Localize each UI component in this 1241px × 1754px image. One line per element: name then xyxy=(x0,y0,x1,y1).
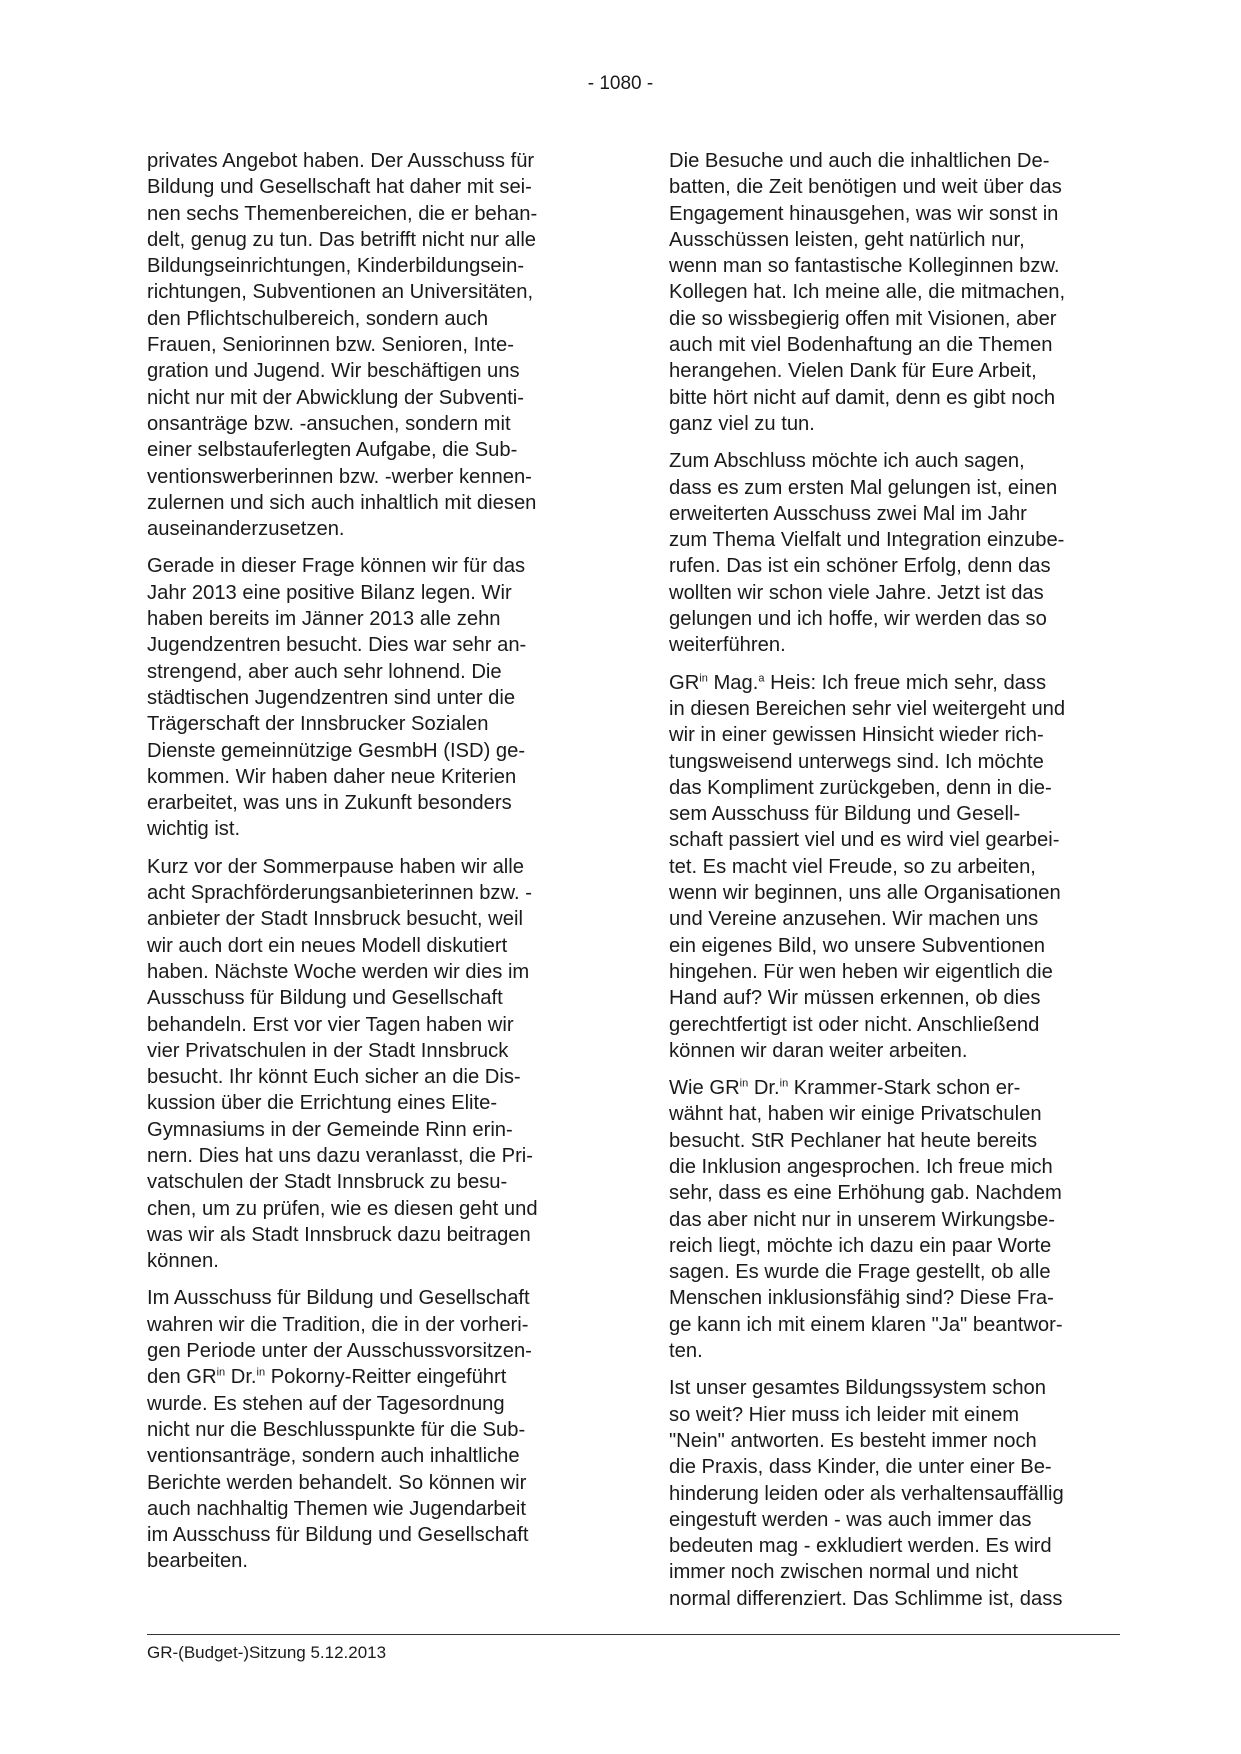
text-line: behandeln. Erst vor vier Tagen haben wir xyxy=(147,1013,514,1036)
text-line: batten, die Zeit benötigen und weit über das xyxy=(669,176,1062,199)
text-line: das Kompliment zurückgeben, denn in die- xyxy=(669,776,1052,799)
text-line: gelungen und ich hoffe, wir werden das so xyxy=(669,608,1047,631)
text-line: haben. Nächste Woche werden wir dies im xyxy=(147,960,530,983)
right-column xyxy=(669,148,1114,1623)
text-line: erarbeitet, was uns in Zukunft besonders xyxy=(147,792,512,815)
text-line: Wie $GR^{in}$ Dr.$^{in}$ Krammer-Stark schon er- xyxy=(669,1077,1021,1100)
text-line: sehr, dass es eine Erhöhung gab. Nachdem xyxy=(669,1182,1062,1205)
text-line: herangehen. Vielen Dank für Eure Arbeit, xyxy=(669,360,1037,383)
text-line: ein eigenes Bild, wo unsere Subventionen xyxy=(669,934,1045,957)
text-line: vier Privatschulen in der Stadt Innsbruck xyxy=(147,1039,509,1062)
paragraph xyxy=(147,148,592,542)
text-line: Gymnasiums in der Gemeinde Rinn erin- xyxy=(147,1118,513,1141)
text-line: Im Ausschuss für Bildung und Gesellschaft xyxy=(147,1287,530,1310)
text-line: ventionsanträge, sondern auch inhaltliche xyxy=(147,1445,520,1468)
paragraph xyxy=(669,1075,1114,1364)
text-line: sem Ausschuss für Bildung und Gesell- xyxy=(669,803,1021,826)
text-line: besucht. StR Pechlaner hat heute bereits xyxy=(669,1129,1038,1152)
text-line: chen, um zu prüfen, wie es diesen geht und xyxy=(147,1197,538,1220)
text-line: die Inklusion angesprochen. Ich freue mich xyxy=(669,1155,1053,1178)
text-line: rufen. Das ist ein schöner Erfolg, denn das xyxy=(669,555,1051,578)
text-line: erweiterten Ausschuss zwei Mal im Jahr xyxy=(669,502,1027,525)
paragraph xyxy=(669,448,1114,658)
paragraph xyxy=(669,148,1114,437)
text-line: nern. Dies hat uns dazu veranlasst, die Pri- xyxy=(147,1144,533,1167)
text-line: Ausschüssen leisten, geht natürlich nur, xyxy=(669,228,1025,251)
text-line: wir auch dort ein neues Modell diskutiert xyxy=(147,934,508,957)
text-line: Frauen, Seniorinnen bzw. Senioren, Inte- xyxy=(147,334,514,357)
text-line: in diesen Bereichen sehr viel weitergeht und xyxy=(669,697,1066,720)
text-line: können wir daran weiter arbeiten. xyxy=(669,1039,968,1062)
text-line: Engagement hinausgehen, was wir sonst in xyxy=(669,202,1059,225)
text-line: nicht nur mit der Abwicklung der Subventi- xyxy=(147,386,525,409)
text-line: richtungen, Subventionen an Universitäten, xyxy=(147,281,534,304)
text-line: tungsweisend unterwegs sind. Ich möchte xyxy=(669,750,1044,773)
text-line: auseinanderzusetzen. xyxy=(147,518,345,541)
paragraph xyxy=(669,1375,1114,1612)
text-line: Gerade in dieser Frage können wir für das xyxy=(147,555,526,578)
text-line: Ausschuss für Bildung und Gesellschaft xyxy=(147,987,503,1010)
paragraph xyxy=(669,670,1114,1064)
text-line: nicht nur die Beschlusspunkte für die Sub- xyxy=(147,1418,526,1441)
text-line: zum Thema Vielfalt und Integration einzube- xyxy=(669,529,1065,552)
text-line: Jahr 2013 eine positive Bilanz legen. Wir xyxy=(147,581,512,604)
text-line: sagen. Es wurde die Frage gestellt, ob alle xyxy=(669,1261,1051,1284)
text-line: $GR^{in}$ Mag.$^a$ Heis: Ich freue mich sehr, dass xyxy=(669,671,1047,694)
text-line: onsanträge bzw. -ansuchen, sondern mit xyxy=(147,412,511,435)
text-line: wähnt hat, haben wir einige Privatschulen xyxy=(669,1103,1042,1126)
text-line: eingestuft werden - was auch immer das xyxy=(669,1508,1032,1531)
left-column xyxy=(147,148,592,1586)
text-line: vatschulen der Stadt Innsbruck zu besu- xyxy=(147,1171,508,1194)
text-line: die so wissbegierig offen mit Visionen, aber xyxy=(669,307,1057,330)
text-line: tet. Es macht viel Freude, so zu arbeiten, xyxy=(669,855,1036,878)
text-line: städtischen Jugendzentren sind unter die xyxy=(147,686,516,709)
text-line: weiterführen. xyxy=(669,634,786,657)
text-line: wollten wir schon viele Jahre. Jetzt ist das xyxy=(669,581,1044,604)
text-line: privates Angebot haben. Der Ausschuss für xyxy=(147,150,535,172)
text-line: besucht. Ihr könnt Euch sicher an die Dis- xyxy=(147,1066,521,1089)
text-line: Bildungseinrichtungen, Kinderbildungsein- xyxy=(147,255,525,278)
text-line: bearbeiten. xyxy=(147,1550,249,1573)
footer-session-label: GR-(Budget-)Sitzung 5.12.2013 xyxy=(147,1643,387,1662)
text-line: delt, genug zu tun. Das betrifft nicht nur alle xyxy=(147,228,537,251)
text-line: hingehen. Für wen heben wir eigentlich die xyxy=(669,960,1053,983)
text-line: können. xyxy=(147,1250,219,1273)
text-line: Ist unser gesamtes Bildungssystem schon xyxy=(669,1377,1047,1400)
text-line: acht Sprachförderungsanbieterinnen bzw. - xyxy=(147,882,532,905)
text-line: haben bereits im Jänner 2013 alle zehn xyxy=(147,608,501,631)
text-line: bitte hört nicht auf damit, denn es gibt noch xyxy=(669,386,1056,409)
text-line: dass es zum ersten Mal gelungen ist, einen xyxy=(669,476,1058,499)
text-line: normal differenziert. Das Schlimme ist, dass xyxy=(669,1587,1063,1610)
text-line: einer selbstauferlegten Aufgabe, die Sub- xyxy=(147,439,518,462)
text-line: Kurz vor der Sommerpause haben wir alle xyxy=(147,855,525,878)
text-line: Bildung und Gesellschaft hat daher mit sei- xyxy=(147,176,532,199)
text-line: gen Periode unter der Ausschussvorsitzen- xyxy=(147,1340,532,1363)
text-line: Jugendzentren besucht. Dies war sehr an- xyxy=(147,634,527,657)
text-line: ten. xyxy=(669,1340,703,1363)
text-line: anbieter der Stadt Innsbruck besucht, weil xyxy=(147,908,523,931)
paragraph xyxy=(147,1285,592,1574)
text-line: hinderung leiden oder als verhaltensauffällig xyxy=(669,1482,1064,1505)
text-line: ge kann ich mit einem klaren "Ja" beantwor- xyxy=(669,1313,1063,1336)
text-line: ventionswerberinnen bzw. -werber kennen- xyxy=(147,465,532,488)
text-line: wenn wir beginnen, uns alle Organisationen xyxy=(669,882,1061,905)
text-line: wichtig ist. xyxy=(147,818,241,841)
text-line: Trägerschaft der Innsbrucker Sozialen xyxy=(147,713,489,736)
text-line: Die Besuche und auch die inhaltlichen De- xyxy=(669,150,1050,172)
text-line: Zum Abschluss möchte ich auch sagen, xyxy=(669,450,1025,473)
text-line: wahren wir die Tradition, die in der vorheri- xyxy=(147,1313,529,1336)
text-line: Menschen inklusionsfähig sind? Diese Fra- xyxy=(669,1287,1054,1310)
text-line: Kollegen hat. Ich meine alle, die mitmachen, xyxy=(669,281,1066,304)
text-line: den $GR^{in}$ Dr.$^{in}$ Pokorny-Reitter eingeführt xyxy=(147,1366,507,1389)
text-line: gerechtfertigt ist oder nicht. Anschließend xyxy=(669,1013,1040,1036)
text-line: ganz viel zu tun. xyxy=(669,412,815,435)
text-line: schaft passiert viel und es wird viel gearbei- xyxy=(669,829,1060,852)
text-line: kussion über die Errichtung eines Elite- xyxy=(147,1092,498,1115)
footer-divider xyxy=(147,1634,1120,1635)
text-line: wurde. Es stehen auf der Tagesordnung xyxy=(147,1392,505,1415)
text-line: immer noch zwischen normal und nicht xyxy=(669,1561,1018,1584)
text-line: Dienste gemeinnützige GesmbH (ISD) ge- xyxy=(147,739,526,762)
text-line: "Nein" antworten. Es besteht immer noch xyxy=(669,1429,1037,1452)
text-line: strengend, aber auch sehr lohnend. Die xyxy=(147,660,502,683)
text-line: reich liegt, möchte ich dazu ein paar Worte xyxy=(669,1234,1052,1257)
text-line: auch mit viel Bodenhaftung an die Themen xyxy=(669,334,1053,357)
text-line: das aber nicht nur in unserem Wirkungsbe- xyxy=(669,1208,1055,1231)
paragraph xyxy=(147,854,592,1275)
text-line: zulernen und sich auch inhaltlich mit diesen xyxy=(147,491,537,514)
text-line: was wir als Stadt Innsbruck dazu beitragen xyxy=(147,1223,531,1246)
text-line: auch nachhaltig Themen wie Jugendarbeit xyxy=(147,1497,526,1520)
page-number: - 1080 - xyxy=(587,73,654,94)
text-line: Berichte werden behandelt. So können wir xyxy=(147,1471,527,1494)
text-line: den Pflichtschulbereich, sondern auch xyxy=(147,307,489,330)
text-line: gration und Jugend. Wir beschäftigen uns xyxy=(147,360,520,383)
text-line: Hand auf? Wir müssen erkennen, ob dies xyxy=(669,987,1041,1010)
text-line: im Ausschuss für Bildung und Gesellschaft xyxy=(147,1524,529,1547)
text-line: wenn man so fantastische Kolleginnen bzw. xyxy=(669,255,1060,278)
text-line: die Praxis, dass Kinder, die unter einer Be- xyxy=(669,1456,1052,1479)
paragraph xyxy=(147,553,592,842)
text-line: nen sechs Themenbereichen, die er behan- xyxy=(147,202,538,225)
text-line: und Vereine anzusehen. Wir machen uns xyxy=(669,908,1039,931)
text-line: bedeuten mag - exkludiert werden. Es wird xyxy=(669,1535,1052,1558)
text-line: wir in einer gewissen Hinsicht wieder rich- xyxy=(669,724,1044,747)
text-line: kommen. Wir haben daher neue Kriterien xyxy=(147,765,517,788)
text-line: so weit? Hier muss ich leider mit einem xyxy=(669,1403,1020,1426)
